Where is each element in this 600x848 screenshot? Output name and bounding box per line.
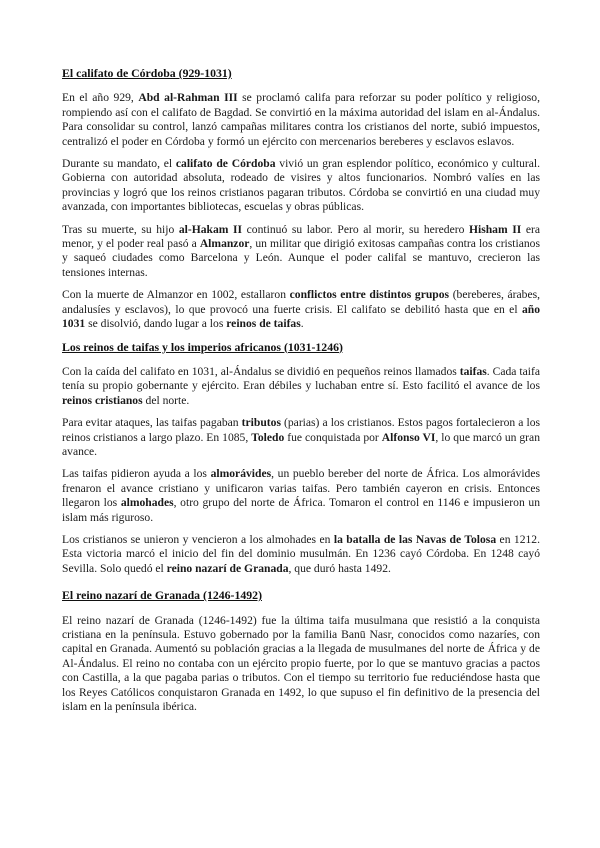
paragraph — [62, 533, 540, 576]
text-run: continuó su labor. Pero al morir, su heredero — [242, 222, 469, 236]
text-run: , lo que marcó un gran avance. — [62, 430, 540, 458]
bold-term: reinos cristianos — [62, 393, 143, 407]
text-run: se disolvió, dando lugar a los — [85, 317, 227, 331]
paragraph — [62, 416, 540, 459]
text-run: . Cada taifa tenía su propio gobernante y ejército. Eran débiles y luchaban entre sí. Esto facilitó el avance de los — [62, 364, 540, 393]
bold-term: Abd al-Rahman III — [138, 91, 238, 105]
paragraph — [62, 614, 540, 715]
bold-term: Alfonso VI — [381, 430, 436, 444]
bold-term: Hisham II — [468, 222, 522, 236]
section-heading-taifas: Los reinos de taifas y los imperios africanos (1031-1246) — [62, 339, 343, 354]
text-run: , que duró hasta 1492. — [288, 561, 391, 575]
text-run: Tras su muerte, su hijo — [62, 222, 179, 236]
paragraph — [62, 157, 540, 215]
text-run: del norte. — [142, 393, 190, 407]
bold-term: taifas — [459, 364, 487, 378]
text-run: Las taifas pidieron ayuda a los — [62, 467, 211, 481]
paragraph — [62, 288, 540, 331]
text-run: vivió un gran esplendor político, económico y cultural. Gobierna con autoridad absoluta, rodeado de visires y altos funcionarios. Nombró valíes en las provincias y logró que los reinos cristianos pagaran tributos. Córdoba se convirtió en una ciudad muy avanzada, con importantes bibliotecas, escuelas y obras públicas. — [62, 157, 540, 214]
document-page — [62, 66, 540, 722]
text-run: (parias) a los cristianos. Estos pagos fortalecieron a los reinos cristianos a largo plazo. En 1085, — [62, 416, 540, 444]
bold-term: almorávides — [210, 467, 272, 481]
bold-term: reinos de taifas — [226, 317, 301, 331]
paragraph — [62, 223, 540, 281]
text-run: , un militar que dirigió exitosas campañas contra los cristianos y saqueó ciudades como Barcelona y León. Aunque el poder califal se mantuvo, crecieron las tensiones internas. — [62, 237, 540, 279]
bold-term: año 1031 — [62, 302, 540, 331]
bold-term: conflictos entre distintos grupos — [289, 288, 450, 302]
text-run: . — [300, 317, 304, 331]
bold-term: Toledo — [251, 430, 285, 444]
bold-term: al-Hakam II — [178, 222, 243, 236]
section-heading-granada: El reino nazarí de Granada (1246-1492) — [62, 588, 262, 603]
text-run: Con la muerte de Almanzor en 1002, estallaron — [62, 288, 290, 302]
text-run: era menor, y el poder real pasó a — [62, 222, 540, 251]
text-run: Durante su mandato, el — [62, 157, 176, 171]
bold-term: almohades — [120, 496, 174, 510]
text-run: El reino nazarí de Granada (1246-1492) fue la última taifa musulmana que resistió a la conquista cristiana en la península. Estuvo gobernado por la familia Banū Nasr, conocidos como nazaríes, con capital en Granada. Aumentó su población gracias a la llegada de musulmanes del norte de África y de Al-Ándalus. El reino no contaba con un ejército propio fuerte, por lo que se mantuvo gracias a pactos con Castilla, a la que pagaba parias o tributos. Con el tiempo su territorio fue reduciéndose hasta que los Reyes Católicos conquistaron Granada en 1492, lo que supuso el fin definitivo de la presencia del islam en la península ibérica. — [62, 613, 540, 714]
text-run: , otro grupo del norte de África. Tomaron el control en 1146 e impusieron un islam más riguroso. — [62, 496, 540, 524]
section-heading-califato: El califato de Córdoba (929-1031) — [62, 66, 232, 80]
bold-term: tributos — [241, 416, 281, 430]
text-run: se proclamó califa para reforzar su poder político y religioso, rompiendo así con el califato de Bagdad. Se convirtió en la máxima autoridad del islam en al-Ándalus. Para consolidar su control, lanzó campañas militares contra los cristianos del norte, subió impuestos, centralizó el poder en Córdoba y formó un ejército con mercenarios bereberes y esclavos eslavos. — [62, 91, 541, 148]
bold-term: Almanzor — [199, 237, 250, 251]
text-run: Los cristianos se unieron y vencieron a los almohades en — [62, 532, 334, 546]
text-run: En el año 929, — [62, 91, 139, 105]
text-run: en 1212. Esta victoria marcó el inicio del fin del dominio musulmán. En 1236 cayó Córdoba. En 1248 cayó Sevilla. Solo quedó el — [62, 532, 541, 575]
paragraph — [62, 365, 540, 408]
text-run: (bereberes, árabes, andalusíes y esclavos), lo que provocó una fuerte crisis. El califato se debilitó hasta que en el — [62, 288, 540, 316]
paragraph — [62, 91, 540, 149]
text-run: , un pueblo bereber del norte de África. Los almorávides frenaron el avance cristiano y unificaron varias taifas. Pero también cayeron en crisis. Entonces llegaron los — [62, 467, 541, 510]
text-run: Con la caída del califato en 1031, al-Ándalus se dividió en pequeños reinos llamados — [62, 364, 460, 378]
bold-term: califato de Córdoba — [175, 157, 276, 171]
paragraph — [62, 467, 540, 525]
text-run: fue conquistada por — [284, 430, 382, 444]
bold-term: reino nazarí de Granada — [166, 561, 289, 575]
text-run: Para evitar ataques, las taifas pagaban — [62, 416, 242, 430]
bold-term: la batalla de las Navas de Tolosa — [333, 532, 497, 546]
